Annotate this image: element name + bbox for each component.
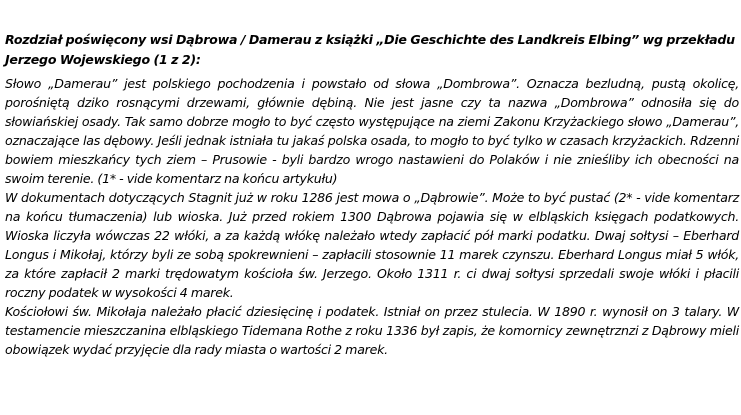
heading-line-2: Jerzego Wojewskiego (1 z 2): [5, 52, 201, 67]
paragraph-history: W dokumentach dotyczących Stagnit już w roku 1286 jest mowa o „Dąbrowie”. Może to być pustać (2* - vide komentarz na końcu tłumaczenia) lub wioska. Już przed rokiem 1300 Dąbrowa pojawia się w elbląskich księgach podatkowych. Wioska liczyła wówczas 22 włóki, a za każdą włókę należało wtedy zapłacić pół marki podatku. Dwaj sołtysi – Eberhard Longus i Mikołaj, którzy byli ze sobą spokrewnieni – zapłacili stosownie 11 marek czynszu. Eberhard Longus miał 5 włók, za które zapłacił 2 marki trędowatym kościoła św. Jerzego. Około 1311 r. ci dwaj sołtysi sprzedali swoje włóki i płacili roczny podatek w wysokości 4 marek. [5, 190, 739, 300]
article-heading [5, 30, 739, 70]
paragraph-etymology: Słowo „Damerau” jest polskiego pochodzenia i powstało od słowa „Dombrowa”. Oznacza bezludną, pustą okolicę, porośniętą dziko rosnącymi drzewami, głównie dębiną. Nie jest jasne czy ta nazwa „Dombrowa” odnosiła się do słowiańskiej osady. Tak samo dobrze mogło to być często występujące na ziemi Zakonu Krzyżackiego słowo „Damerau”, oznaczające las dębowy. Jeśli jednak istniała tu jakaś polska osada, to mogło to być tylko w czasach krzyżackich. Rdzenni bowiem mieszkańcy tych ziem – Prusowie - byli bardzo wrogo nastawieni do Polaków i nie znieśliby ich obecności na swoim terenie. (1* - vide komentarz na końcu artykułu) [5, 76, 739, 186]
paragraph-church: Kościołowi św. Mikołaja należało płacić dziesięcinę i podatek. Istniał on przez stulecia. W 1890 r. wynosił on 3 talary. W testamencie mieszczanina elbląskiego Tidemana Rothe z roku 1336 był zapis, że komornicy zewnętrznzi z Dąbrowy mieli obowiązek wydać przyjęcie dla rady miasta o wartości 2 marek. [5, 304, 739, 357]
document-body [5, 30, 739, 359]
heading-line-1: Rozdział poświęcony wsi Dąbrowa / Damerau z książki „Die Geschichte des Landkreis Elbing” wg przekładu [5, 32, 735, 47]
